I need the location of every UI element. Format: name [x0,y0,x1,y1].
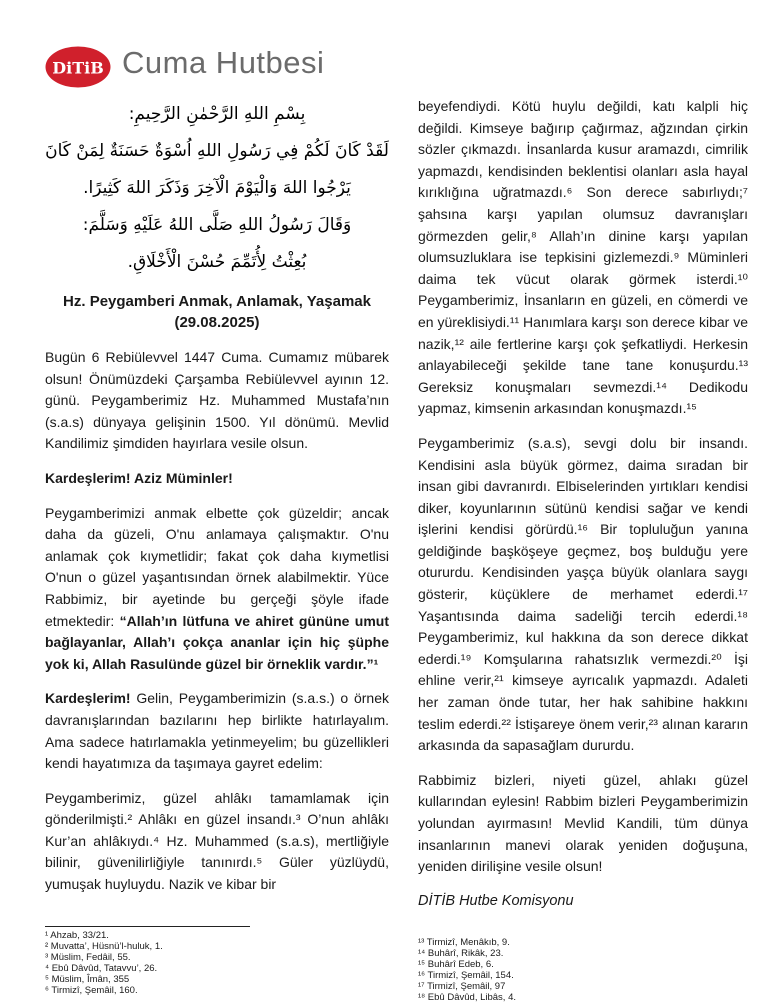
arabic-verse-block [45,96,389,281]
logo-text: DiTiB [52,58,104,78]
footnote-6: ⁶ Tirmizî, Şemâil, 160. [45,984,138,996]
footnote-2: ² Muvatta’, Hüsnü’l-huluk, 1. [45,940,163,952]
right-column [418,96,748,925]
paragraph-ornek-ayet: Peygamberimizi anmak elbette çok güzeldir; ancak daha da güzeli, O'nu anlamaya çalışmaktır. O'nu anlamak çok kıymetlidir; fakat çok daha kıymetlisi O'nun o güzel yaşantısından örnek alabilmektir. Yüce Rabbimiz, bir ayetinde bu gerçeği şöyle ifade etmektedir: “Allah’ın lütfuna ve ahiret gününe umut bağlayanlar, Allah’ı çokça ananlar için hiç şüphe yok ki, Allah Rasulünde güzel bir örneklik vardır.”¹ [45,504,389,672]
footnote-5: ⁵ Müslim, Îmân, 355 [45,973,130,985]
footnote-15: ¹⁵ Buhârî Edeb, 6. [418,958,494,970]
arabic-line-hadith-intro: وَقَالَ رَسُولُ اللهِ صَلَّى اللهُ عَلَيْهِ وَسَلَّمَ: [82,215,352,235]
paragraph-intro: Bugün 6 Rebiülevvel 1447 Cuma. Cumamız mübarek olsun! Önümüzdeki Çarşamba Rebiülevvel ayının 12. günü. Peygamberimiz Hz. Muhammed Mustafa’nın (s.a.s) dünyaya gelişinin 1500. Yıl dönümü. Mevlid Kandilimiz şimdiden hayırlara vesile olsun. [45,349,389,452]
paragraph-sevgi-dolu: Peygamberimiz (s.a.s), sevgi dolu bir insandı. Kendisini asla büyük görmez, daima sıradan bir insan gibi davranırdı. Elbiselerinden yırtıkları kendisi diker, koyunlarının sütünü kendisi sağar ve kendi işlerini kendisi görürdü.¹⁶ Bir topluluğun yanına geldiğinde başköşeye geçmez, boş bulduğu yere otururdu. Kendisinden yaşça büyük olanlara saygı gösterir, küçüklere de merhamet ederdi.¹⁷ Yaşantısında daima sadeliği tercih ederdi.¹⁸ Peygamberimiz, kul hakkına da son derece dikkat ederdi.¹⁹ Komşularına rahatsızlık vermezdi.²⁰ İşi ehline verir,²¹ kimseye ayrıcalık yapmazdı. Adaleti her zaman önde tutar, her hak sahibine hakkını teslim ederdi.²² İstişareye önem verir,²³ alınan kararın arkasında da sapasağlam dururdu. [418,434,748,754]
ditib-logo [45,46,111,88]
arabic-line-hadith: بُعِثْتُ لِأُتَمِّمَ حُسْنَ الْأَخْلَاقِ. [127,252,307,272]
footnote-separator [45,926,250,927]
footnotes-left [45,926,389,996]
footnote-14: ¹⁴ Buhârî, Rikâk, 23. [418,947,504,959]
paragraph-dua: Rabbimiz bizleri, niyeti güzel, ahlakı güzel kullarından eylesin! Rabbim bizleri Peygamberimizin yolundan ayırmasın! Mevlid Kandili, tüm dünya insanlarının manevi olarak yeniden doğuşuna, yeniden dirilişine vesile olsun! [418,771,748,875]
footnote-4: ⁴ Ebû Dâvûd, Tatavvu’, 26. [45,962,158,974]
sermon-title: Hz. Peygamberi Anmak, Anlamak, Yaşamak [63,293,371,310]
footnote-13: ¹³ Tirmizî, Menâkıb, 9. [418,937,510,948]
paragraph-guzel-ahlak: Peygamberimiz, güzel ahlâkı tamamlamak için gönderilmişti.² Ahlâkı en güzel insandı.³ O’nun ahlâkı Kur’an ahlâkıydı.⁴ Hz. Muhammed (s.a.s), mertliğiyle bilinir, güvenilirliğiyle tanınırdı.⁵ Güler yüzlüydü, yumuşak huyluydu. Nazik ve kibar bir [45,789,389,893]
paragraph-beyefendiydi: beyefendiydi. Kötü huylu değildi, katı kalpli hiç değildi. Kimseye bağırıp çağırmaz, ağzından çirkin sözler çıkmazdı. İnsanlarda kusur aramazdı, cimrilik yapmazdı, kendisinden beklentisi olanları asla hayal kırıklığına uğratmazdı.⁶ Son derece sabırlıydı;⁷ şahsına karşı yapılan olumsuz davranışları görmezden gelir,⁸ Allah’ın dinine karşı yapılan olumsuzluklara ise tepkisini gizlemezdi.⁹ Müminleri daima tek vücut olarak görmek isterdi.¹⁰ Peygamberimiz, İnsanların en güzeli, en cömerdi ve en yüreklisiydi.¹¹ Hanımlara karşı son derece kibar ve nazik,¹² aile fertlerine karşı çok şefkatliydi. Herkesin anlayabileceği şekilde tane tane konuşurdu.¹³ Gereksiz konuşmaları sevmezdi.¹⁴ Dedikodu yapmaz, kimsenin arkasından konuşmazdı.¹⁵ [418,98,748,417]
heading-kardeslerim-aziz-muminler: Kardeşlerim! Aziz Müminler! [45,469,233,486]
paragraph-gelin-hatirlayalim: Kardeşlerim! Gelin, Peygamberimizin (s.a.s.) o örnek davranışlarından bazılarını hep birlikte hatırlayalım. Ama sadece hatırlamakla yetinmeyelim; bu güzellikleri kendi hayatımıza da taşımaya gayret edelim: [45,690,389,772]
footnote-18: ¹⁸ Ebû Dâvûd, Libâs, 4. [418,991,517,1003]
footnote-16: ¹⁶ Tirmizî, Şemâil, 154. [418,969,514,981]
arabic-line-verse-1: لَقَدْ كَانَ لَكُمْ فِي رَسُولِ اللهِ اُسْوَةٌ حَسَنَةٌ لِمَنْ كَانَ [45,141,389,161]
signature-hutbe-komisyonu: DİTİB Hutbe Komisyonu [418,892,574,909]
footnotes-right [418,938,748,1003]
arabic-line-verse-2: يَرْجُوا اللهَ وَالْيَوْمَ الْآخِرَ وَذَكَرَ اللهَ كَثِيرًا. [83,178,351,198]
footnote-17: ¹⁷ Tirmizî, Şemâil, 97 [418,980,506,992]
sermon-date: (29.08.2025) [174,314,260,331]
left-column [45,96,389,909]
arabic-line-basmala: بِسْمِ اللهِ الرَّحْمٰنِ الرَّحِيمِ: [128,104,306,124]
footnote-1: ¹ Ahzab, 33/21. [45,930,109,941]
footnote-3: ³ Müslim, Fedâil, 55. [45,951,131,963]
page-title: Cuma Hutbesi [122,45,325,80]
